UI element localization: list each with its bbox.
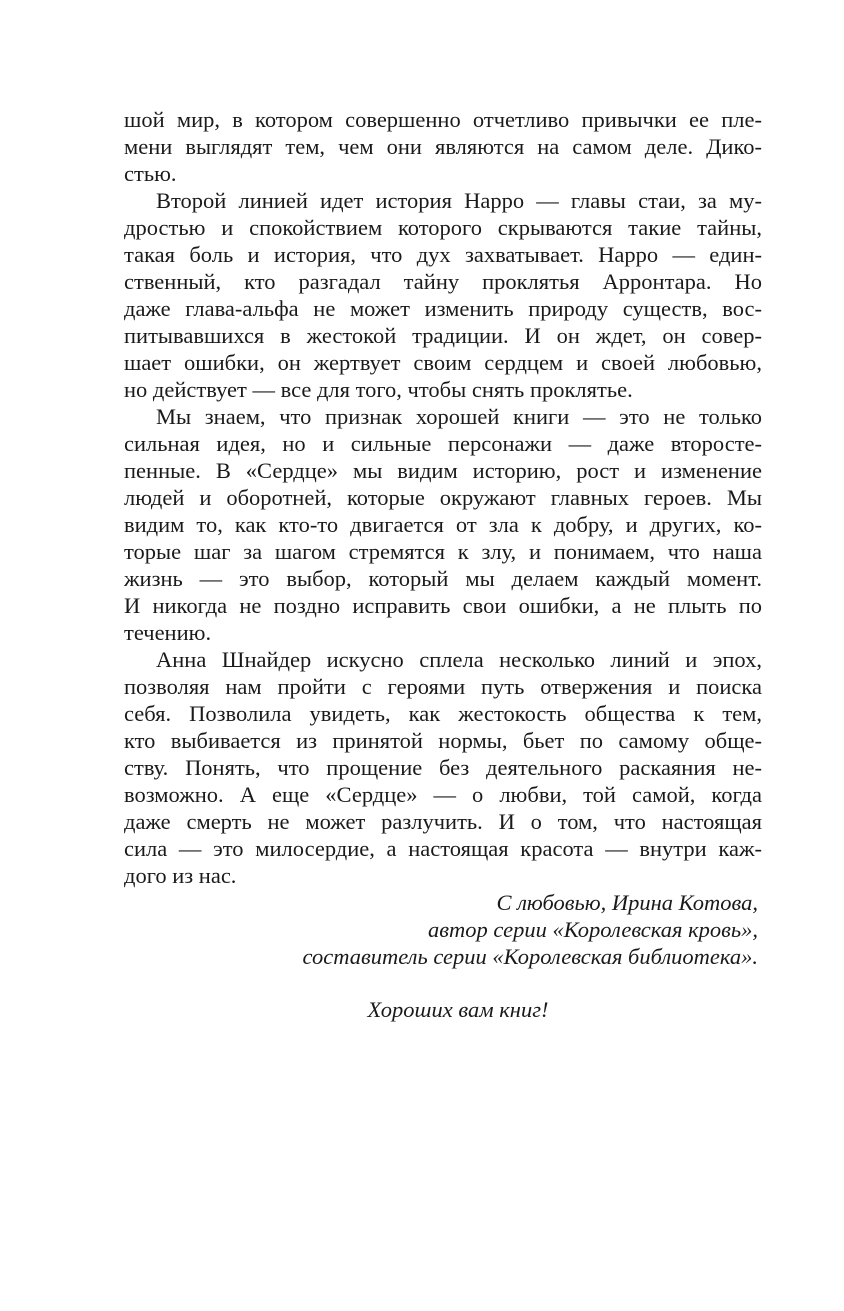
signature-author: С любовью, Ирина Котова, [496,890,758,915]
text-line: Второй линией идет история Нарро — главы стаи, за му- [156,188,762,213]
paragraph-2 [124,187,762,403]
closing-line: Хороших вам книг! [367,997,549,1022]
text-line: торые шаг за шагом стремятся к злу, и понимаем, что наша [124,539,762,564]
text-line: течению. [124,620,212,645]
signature-block [124,889,762,970]
text-line: но действует — все для того, чтобы снять проклятье. [124,377,633,402]
text-line: Анна Шнайдер искусно сплела несколько линий и эпох, [156,647,762,672]
text-line: И никогда не поздно исправить свои ошибки, а не плыть по [124,593,762,618]
text-line: сильная идея, но и сильные персонажи — даже второсте- [124,431,762,456]
text-line: шает ошибки, он жертвует своим сердцем и своей любовью, [124,350,762,375]
text-line: Мы знаем, что признак хорошей книги — это не только [156,404,762,429]
text-line: даже глава-альфа не может изменить природу существ, вос- [124,296,762,321]
text-line: кто выбивается из принятой нормы, бьет по самому обще- [124,728,762,753]
signature-role-2: составитель серии «Королевская библиотека». [302,944,758,969]
paragraph-1 [124,106,762,187]
text-line: возможно. А еще «Сердце» — о любви, той самой, когда [124,782,762,807]
text-line: дростью и спокойствием которого скрываются такие тайны, [124,215,762,240]
paragraph-4 [124,646,762,889]
paragraph-3 [124,403,762,646]
text-line: людей и оборотней, которые окружают главных героев. Мы [124,485,762,510]
text-line: видим то, как кто-то двигается от зла к добру, и других, ко- [124,512,762,537]
text-line: сила — это милосердие, а настоящая красота — внутри каж- [124,836,762,861]
text-line: себя. Позволила увидеть, как жестокость общества к тем, [124,701,762,726]
text-line: ственный, кто разгадал тайну проклятья Арронтара. Но [124,269,762,294]
text-line: жизнь — это выбор, который мы делаем каждый момент. [124,566,762,591]
text-line: мени выглядят тем, чем они являются на самом деле. Дико- [124,134,762,159]
text-line: такая боль и история, что дух захватывает. Нарро — един- [124,242,762,267]
text-line: питывавшихся в жестокой традиции. И он ждет, он совер- [124,323,762,348]
text-line: даже смерть не может разлучить. И о том, что настоящая [124,809,762,834]
text-line: позволяя нам пройти с героями путь отвержения и поиска [124,674,762,699]
text-line: пенные. В «Сердце» мы видим историю, рост и изменение [124,458,762,483]
text-line: ству. Понять, что прощение без деятельного раскаяния не- [124,755,762,780]
book-page [124,106,762,1023]
text-line: стью. [124,161,177,186]
signature-role-1: автор серии «Королевская кровь», [428,917,758,942]
text-line: шой мир, в котором совершенно отчетливо привычки ее пле- [124,107,762,132]
text-line: дого из нас. [124,863,237,888]
